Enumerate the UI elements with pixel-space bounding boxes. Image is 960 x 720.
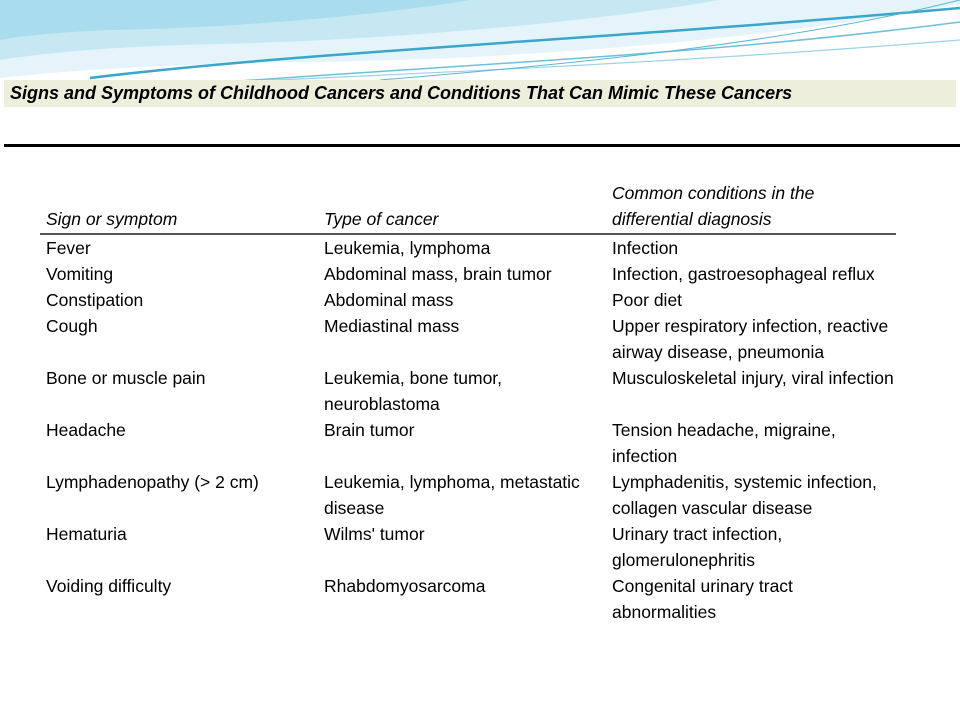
cell-cancer-type: Wilms' tumor [324, 524, 425, 544]
cell-sign: Hematuria [46, 524, 127, 544]
symptoms-table [40, 180, 896, 625]
table-row [40, 313, 896, 365]
table-row [40, 417, 896, 469]
cell-sign: Cough [46, 316, 98, 336]
table-row [40, 521, 896, 573]
header-differential-diagnosis: Common conditions in the differential diagnosis [612, 183, 815, 229]
cell-sign: Constipation [46, 290, 144, 310]
table-header-row [40, 180, 896, 235]
cell-sign: Lymphadenopathy (> 2 cm) [46, 472, 259, 492]
table-row [40, 235, 896, 261]
cell-cancer-type: Abdominal mass, brain tumor [324, 264, 552, 284]
header-type-of-cancer: Type of cancer [324, 209, 439, 229]
header-sign-or-symptom: Sign or symptom [46, 209, 178, 229]
cell-sign: Voiding difficulty [46, 576, 172, 596]
cell-cancer-type: Mediastinal mass [324, 316, 460, 336]
cell-sign: Fever [46, 238, 91, 258]
cell-differential: Urinary tract infection, glomerulonephritis [612, 524, 783, 570]
slide-title: Signs and Symptoms of Childhood Cancers and Conditions That Can Mimic These Cancers [4, 80, 956, 107]
cell-differential: Lymphadenitis, systemic infection, collagen vascular disease [612, 472, 877, 518]
table-row [40, 365, 896, 417]
cell-differential: Infection, gastroesophageal reflux [612, 264, 875, 284]
cell-cancer-type: Abdominal mass [324, 290, 454, 310]
table-body [40, 235, 896, 625]
table-row [40, 261, 896, 287]
cell-cancer-type: Leukemia, lymphoma [324, 238, 491, 258]
cell-differential: Upper respiratory infection, reactive airway disease, pneumonia [612, 316, 889, 362]
title-divider [4, 144, 960, 147]
cell-cancer-type: Leukemia, bone tumor, neuroblastoma [324, 368, 503, 414]
cell-cancer-type: Brain tumor [324, 420, 415, 440]
cell-cancer-type: Rhabdomyosarcoma [324, 576, 486, 596]
cell-differential: Infection [612, 238, 679, 258]
cell-sign: Bone or muscle pain [46, 368, 206, 388]
cell-sign: Headache [46, 420, 126, 440]
cell-differential: Musculoskeletal injury, viral infection [612, 368, 894, 388]
table-row [40, 287, 896, 313]
cell-sign: Vomiting [46, 264, 114, 284]
cell-differential: Poor diet [612, 290, 683, 310]
cell-cancer-type: Leukemia, lymphoma, metastatic disease [324, 472, 580, 518]
table-row [40, 573, 896, 625]
cell-differential: Tension headache, migraine, infection [612, 420, 836, 466]
table-row [40, 469, 896, 521]
cell-differential: Congenital urinary tract abnormalities [612, 576, 793, 622]
